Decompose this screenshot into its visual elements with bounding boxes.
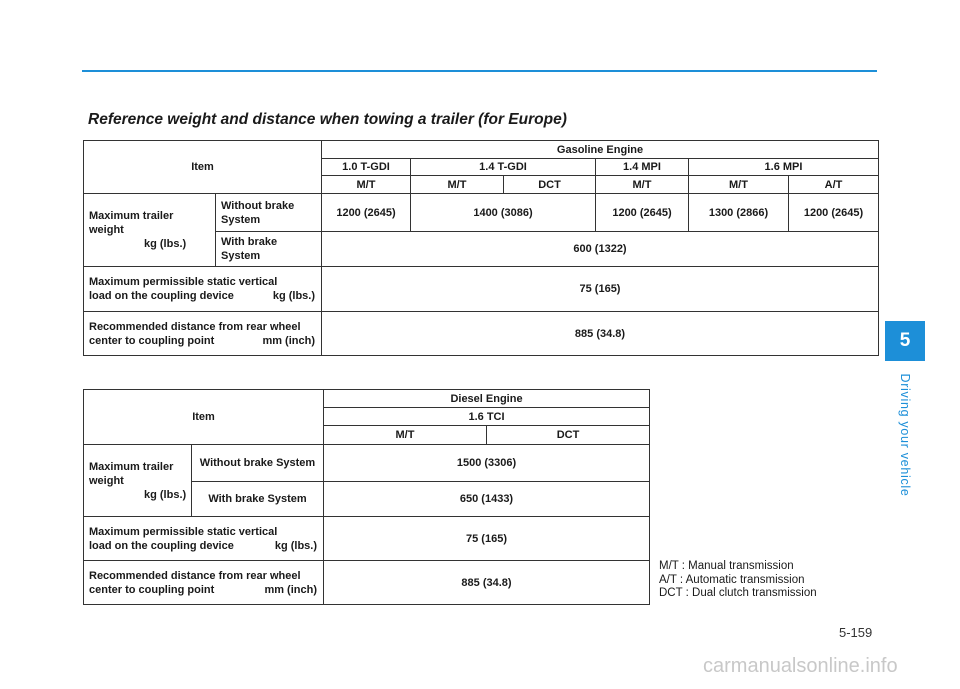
transmission-header: DCT [504,176,596,194]
legend-item: A/T : Automatic transmission [659,573,805,586]
item-header: Item [84,141,322,194]
engine-header: 1.6 TCI [324,408,650,426]
chapter-tab[interactable]: 5 [885,321,925,361]
without-brake-label: Without brake System [192,445,324,482]
coupling-distance-label: Recommended distance from rear wheel center to coupling point mm (inch) [84,312,322,356]
table-cell: 1200 (2645) [322,194,411,232]
table-cell: 1200 (2645) [596,194,689,232]
engine-header: 1.4 MPI [596,159,689,176]
transmission-header: M/T [324,426,487,445]
watermark: carmanualsonline.info [703,655,898,677]
engine-type-header: Gasoline Engine [322,141,879,159]
table-cell: 1200 (2645) [789,194,879,232]
header-rule [82,70,877,72]
coupling-distance-label: Recommended distance from rear wheel center to coupling point mm (inch) [84,561,324,605]
engine-header: 1.6 MPI [689,159,879,176]
table-cell: 650 (1433) [324,482,650,517]
table-cell: 1300 (2866) [689,194,789,232]
transmission-header: M/T [411,176,504,194]
with-brake-label: With brake System [216,232,322,267]
without-brake-label: Without brake System [216,194,322,232]
table-cell: 885 (34.8) [324,561,650,605]
with-brake-label: With brake System [192,482,324,517]
page-number: 5-159 [839,625,873,640]
gasoline-towing-table [83,140,879,356]
transmission-header: A/T [789,176,879,194]
table-cell: 1400 (3086) [411,194,596,232]
max-trailer-weight-label: Maximum trailer weight kg (lbs.) [84,194,216,267]
engine-header: 1.4 T-GDI [411,159,596,176]
legend-item: M/T : Manual transmission [659,560,794,572]
engine-type-header: Diesel Engine [324,390,650,408]
table-cell: 75 (165) [322,267,879,312]
static-load-label: Maximum permissible static vertical load on the coupling device kg (lbs.) [84,517,324,561]
chapter-label: Driving your vehicle [898,373,912,497]
max-trailer-weight-label: Maximum trailer weight kg (lbs.) [84,445,192,517]
abbreviation-legend [659,560,817,601]
item-header: Item [84,390,324,445]
section-title: Reference weight and distance when towing a trailer (for Europe) [88,111,567,128]
engine-header: 1.0 T-GDI [322,159,411,176]
transmission-header: M/T [689,176,789,194]
diesel-towing-table [83,389,650,605]
table-cell: 600 (1322) [322,232,879,267]
table-cell: 885 (34.8) [322,312,879,356]
table-cell: 75 (165) [324,517,650,561]
legend-item: DCT : Dual clutch transmission [659,587,817,599]
transmission-header: DCT [487,426,650,445]
table-cell: 1500 (3306) [324,445,650,482]
transmission-header: M/T [596,176,689,194]
static-load-label: Maximum permissible static vertical load on the coupling device kg (lbs.) [84,267,322,312]
transmission-header: M/T [322,176,411,194]
